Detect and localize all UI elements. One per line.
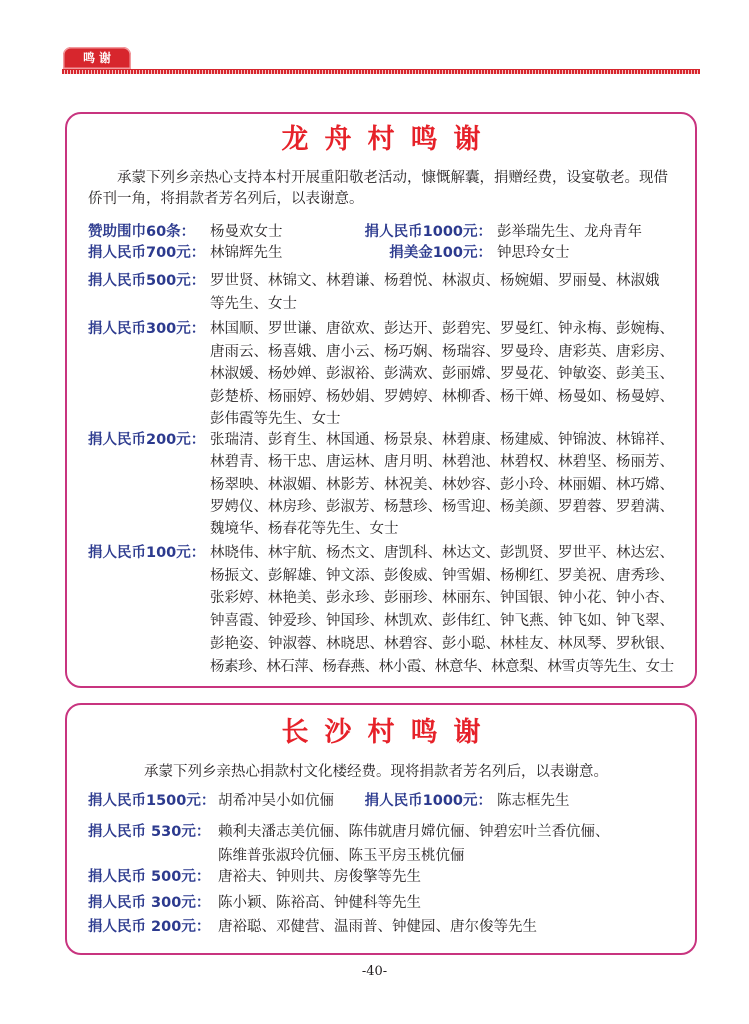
donation-label: 捐人民币200元： (88, 432, 206, 448)
donation-label: 捐人民币 530元： (88, 824, 211, 840)
donor-names: 陈志框先生 (497, 793, 570, 809)
changsha-thanks-panel (65, 703, 697, 955)
donor-line: 唐雨云、杨喜娥、唐小云、杨巧娴、杨瑞容、罗曼玲、唐彩英、唐彩房、 (210, 343, 674, 360)
donor-line: 钟喜霞、钟爱珍、钟国珍、林凯欢、彭伟红、钟飞燕、钟飞如、钟飞翠、 (210, 613, 674, 630)
donation-label: 捐人民币700元： (88, 245, 206, 261)
donation-label: 捐人民币1000元： (364, 224, 492, 240)
donor-line: 彭艳姿、钟淑蓉、林晓思、林碧容、彭小聪、林桂友、林凤琴、罗秋银、 (210, 635, 674, 652)
section-tab: 鸣谢 (63, 47, 131, 69)
longzhou-intro (88, 168, 668, 210)
donor-line: 魏境华、杨春花等先生、女士 (210, 521, 399, 538)
donor-line: 彭伟霞等先生、女士 (210, 411, 341, 427)
donor-names (210, 318, 674, 431)
donor-line: 林碧青、杨干忠、唐运林、唐月明、林碧池、林碧权、林碧坚、杨丽芳、 (210, 454, 674, 471)
intro-line: 承蒙下列乡亲热心支持本村开展重阳敬老活动，慷慨解囊，捐赠经费，设宴敬老。现借 (117, 170, 668, 186)
donation-label: 捐人民币 200元： (88, 919, 211, 935)
donation-label: 捐人民币1000元： (364, 793, 492, 809)
donor-names: 彭举瑞先生、龙舟青年 (497, 224, 642, 240)
donor-line: 杨翠映、林淑媚、林影芳、林祝美、林妙容、彭小玲、林丽媚、林巧嫦、 (210, 476, 674, 493)
donor-line: 杨素珍、林石萍、杨春燕、林小霞、林意华、林意梨、林雪贞等先生、女士 (210, 658, 674, 675)
donor-names: 唐裕夫、钟则共、房俊擎等先生 (218, 869, 421, 885)
donor-line: 杨振文、彭解雄、钟文添、彭俊威、钟雪媚、杨柳红、罗美祝、唐秀珍、 (210, 567, 674, 584)
header-rule (62, 69, 700, 74)
donation-label: 捐人民币1500元： (88, 793, 216, 809)
donor-names: 钟思玲女士 (497, 245, 570, 261)
donation-label: 捐人民币100元： (88, 545, 206, 561)
changsha-title: 长沙村鸣谢 (281, 717, 497, 748)
donor-line: 张瑞清、彭育生、林国通、杨景泉、林碧康、杨建威、钟锦波、林锦祥、 (210, 432, 674, 448)
longzhou-title: 龙舟村鸣谢 (281, 124, 497, 155)
donor-line: 罗娉仪、林房珍、彭淑芳、杨慧珍、杨雪迎、杨美颜、罗碧蓉、罗碧满、 (210, 498, 674, 515)
donor-names (210, 270, 660, 315)
changsha-intro (144, 762, 608, 783)
donor-line: 罗世贤、林锦文、林碧谦、杨碧悦、林淑贞、杨婉媚、罗丽曼、林淑娥 (210, 273, 660, 289)
donation-label: 捐人民币500元： (88, 273, 206, 289)
donor-line: 陈维普张淑玲伉俪、陈玉平房玉桃伉俪 (218, 848, 465, 864)
donor-names (218, 820, 610, 868)
donor-line: 林淑媛、杨妙婵、彭淑裕、彭满欢、彭丽嫦、罗曼花、钟敏姿、彭美玉、 (210, 366, 674, 382)
donor-names: 杨曼欢女士 (210, 224, 283, 240)
donor-line: 赖利夫潘志美伉俪、陈伟就唐月嫦伉俪、钟碧宏叶兰香伉俪、 (218, 824, 610, 840)
donor-names: 唐裕聪、邓健营、温雨普、钟健园、唐尔俊等先生 (218, 919, 537, 935)
donation-label: 捐人民币 300元： (88, 895, 211, 911)
donor-names (210, 542, 674, 678)
longzhou-thanks-panel (65, 112, 697, 688)
intro-line: 承蒙下列乡亲热心捐款村文化楼经费。现将捐款者芳名列后，以表谢意。 (144, 764, 608, 780)
donor-names: 陈小颖、陈裕高、钟健科等先生 (218, 895, 421, 911)
donor-names: 胡希冲吴小如伉俪 (218, 793, 334, 809)
donor-names: 林锦辉先生 (210, 245, 283, 261)
page-number: -40- (361, 964, 388, 979)
donation-label: 赞助围巾60条： (88, 224, 196, 240)
donation-label: 捐人民币 500元： (88, 869, 211, 885)
donation-label: 捐人民币300元： (88, 321, 206, 337)
intro-line: 侨刊一角，将捐款者芳名列后，以表谢意。 (88, 191, 364, 207)
donor-line: 等先生、女士 (210, 295, 297, 312)
donor-line: 林国顺、罗世谦、唐欲欢、彭达开、彭碧宪、罗曼红、钟永梅、彭婉梅、 (210, 321, 674, 337)
donor-line: 林晓伟、林宇航、杨杰文、唐凯科、林达文、彭凯贤、罗世平、林达宏、 (210, 545, 674, 561)
donation-label: 捐美金100元： (389, 245, 492, 261)
donor-names (210, 429, 674, 540)
donor-line: 彭楚桥、杨丽婷、杨妙娟、罗娉婷、林柳香、杨干婵、杨曼如、杨曼婷、 (210, 388, 674, 405)
donor-line: 张彩婷、林艳美、彭永珍、彭丽珍、林丽东、钟国银、钟小花、钟小杏、 (210, 590, 674, 607)
